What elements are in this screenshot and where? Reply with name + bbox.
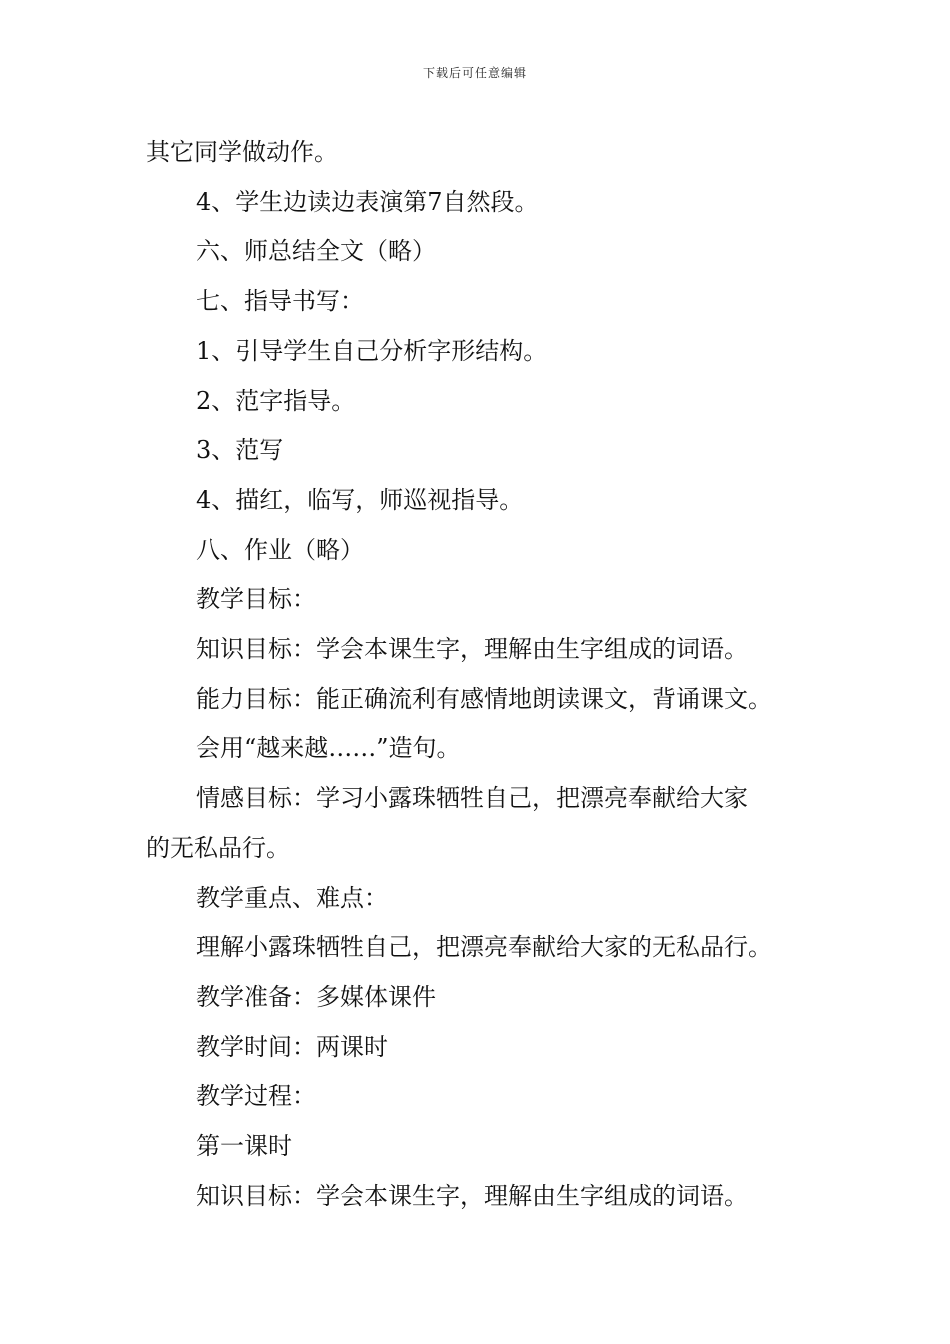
- paragraph: 理解小露珠牺牲自己，把漂亮奉献给大家的无私品行。: [196, 933, 772, 962]
- section-heading: 七、指导书写：: [196, 287, 364, 316]
- paragraph: 4、描红，临写，师巡视指导。: [196, 485, 524, 514]
- section-heading: 六、师总结全文（略）: [196, 237, 436, 266]
- section-heading: 教学目标：: [196, 585, 316, 614]
- paragraph: 1、引导学生自己分析字形结构。: [196, 336, 548, 365]
- paragraph: 其它同学做动作。: [146, 138, 338, 166]
- paragraph: 知识目标：学会本课生字，理解由生字组成的词语。: [196, 635, 748, 664]
- section-heading: 第一课时: [196, 1132, 292, 1161]
- paragraph: 能力目标：能正确流利有感情地朗读课文，背诵课文。: [196, 684, 772, 713]
- paragraph: 的无私品行。: [146, 833, 290, 862]
- section-heading: 教学重点、难点：: [196, 883, 388, 912]
- section-heading: 教学过程：: [196, 1082, 316, 1111]
- paragraph: 知识目标：学会本课生字，理解由生字组成的词语。: [196, 1181, 748, 1210]
- document-body: [146, 128, 816, 1221]
- paragraph: 情感目标：学习小露珠牺牲自己，把漂亮奉献给大家: [196, 784, 748, 813]
- paragraph: 2、范字指导。: [196, 386, 356, 415]
- paragraph: 教学时间：两课时: [196, 1032, 388, 1061]
- paragraph: 教学准备：多媒体课件: [196, 982, 436, 1011]
- page-header: 下载后可任意编辑: [422, 66, 527, 80]
- paragraph: 会用“越来越……”造句。: [196, 734, 461, 763]
- section-heading: 八、作业（略）: [196, 535, 364, 564]
- paragraph: 3、范写: [196, 436, 284, 465]
- paragraph: 4、学生边读边表演第7自然段。: [196, 187, 539, 216]
